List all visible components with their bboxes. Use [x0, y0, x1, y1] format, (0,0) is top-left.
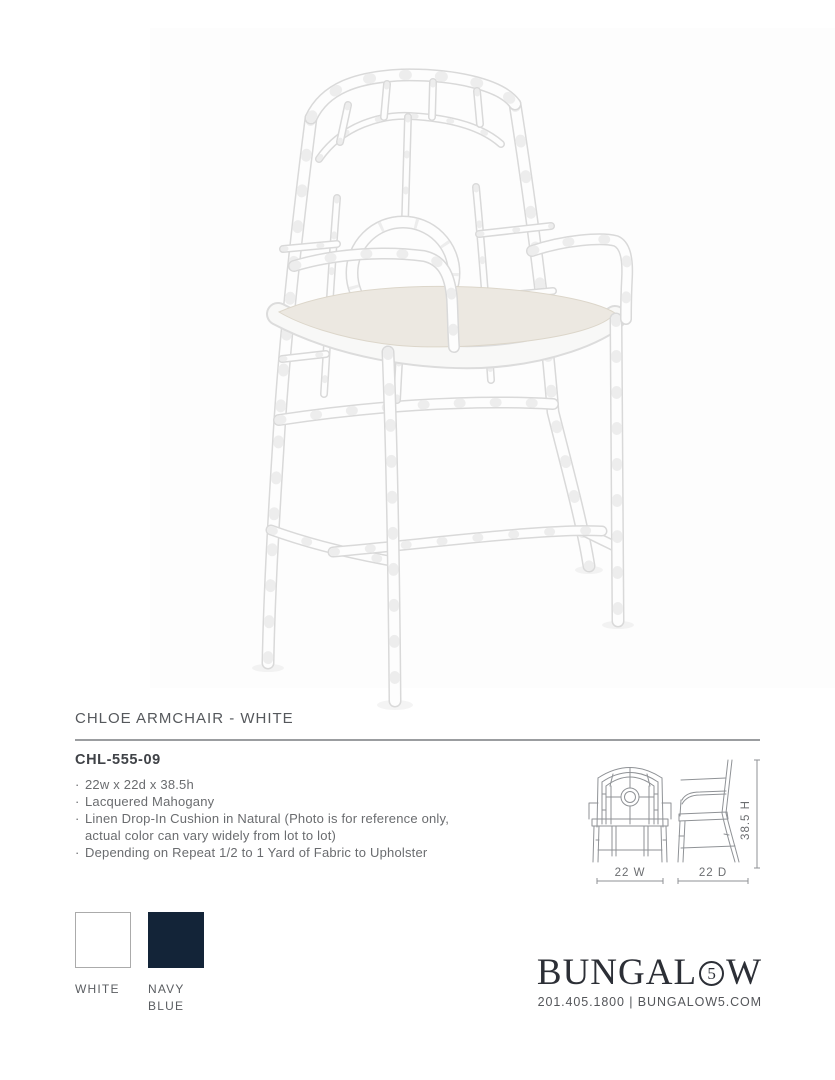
page-title: CHLOE ARMCHAIR - WHITE: [75, 710, 294, 727]
depth-dimension-label: 22 D: [698, 867, 728, 879]
spec-item-fabric-yardage: · Depending on Repeat 1/2 to 1 Yard of Fabric to Upholster: [85, 844, 457, 861]
product-photo-chair: [215, 60, 655, 720]
spec-item-cushion: · Linen Drop-In Cushion in Natural (Photo is for reference only, actual color can vary widely from lot to lot): [85, 810, 457, 844]
brand-logo-suffix: W: [726, 952, 762, 993]
spec-list: [75, 776, 457, 861]
swatch-white-box[interactable]: [75, 912, 131, 968]
brand-circled-five-icon: 5: [699, 961, 724, 986]
chair-illustration: [215, 60, 655, 720]
front-view-drawing: [589, 768, 671, 863]
divider-rule: [75, 739, 760, 741]
width-dimension-label: 22 W: [614, 867, 646, 879]
swatch-navy-blue: [148, 912, 204, 1016]
swatch-group: [75, 912, 204, 1016]
swatch-white-label: WHITE: [75, 982, 120, 996]
dimension-drawings: [585, 750, 795, 890]
brand-logo-prefix: BUNGAL: [536, 952, 698, 993]
side-view-drawing: [678, 760, 739, 862]
product-sku: CHL-555-09: [75, 752, 161, 768]
swatch-navy-blue-label: NAVY BLUE: [148, 982, 185, 1014]
chair-shadow: [252, 566, 634, 710]
brand-contact: 201.405.1800 | BUNGALOW5.COM: [537, 995, 762, 1009]
chair-back-frame: [268, 75, 618, 663]
swatch-white: [75, 912, 131, 1016]
swatch-navy-blue-box[interactable]: [148, 912, 204, 968]
brand-logo: [537, 954, 762, 991]
brand-block: [537, 954, 762, 1009]
spec-item-material: · Lacquered Mahogany: [85, 793, 457, 810]
height-dimension-label: 38.5 H: [740, 800, 752, 840]
spec-item-dimensions: · 22w x 22d x 38.5h: [85, 776, 457, 793]
